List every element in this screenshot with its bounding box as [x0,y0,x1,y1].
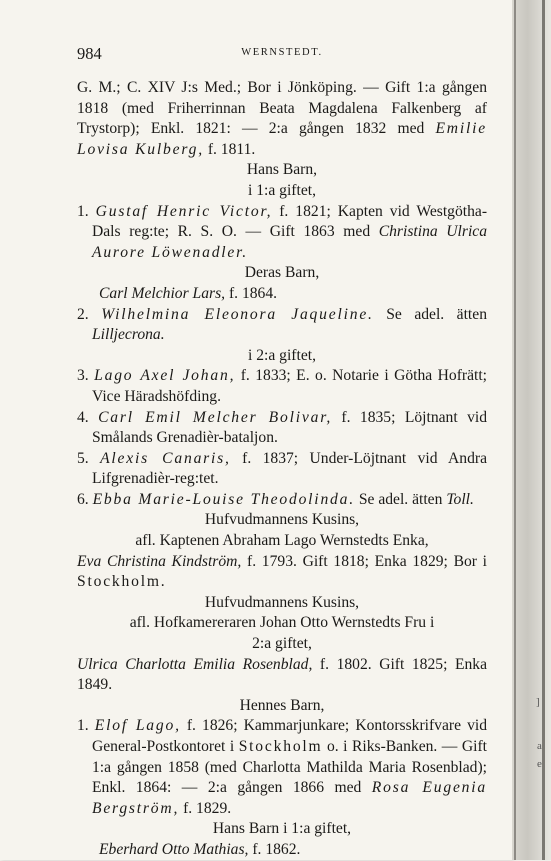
entry-paragraph: Eva Christina Kindström, f. 1793. Gift 1818; Enka 1829; Bor i Stockholm. [77,552,487,591]
page-number: 984 [77,44,102,63]
entry-paragraph: G. M.; C. XIV J:s Med.; Bor i Jönköping. — Gift 1:a gången 1818 (med Friherrinnan Beata Magdalena Falkenberg af Trystorp); Enkl. 1821: — 2:a gången 1832 med Emilie Lovisa Kulberg, f. 1811. [77,79,487,158]
adjacent-page-edge [512,0,551,860]
section-subheading: 2:a giftet, [252,635,312,653]
section-heading: Hufvudmannens Kusins, [204,593,360,611]
section-heading: Deras Barn, [244,264,320,282]
child-entry: 2. Wilhelmina Eleonora Jaqueline. Se adel. ätten Lilljecrona. [77,305,487,344]
child-entry: 1. Elof Lago, f. 1826; Kammarjunkare; Kontorsskrifvare vid General-Postkontoret i Stockholm o. i Riks-Banken. — Gift 1:a gången 1858 (med Charlotta Mathilda Maria Rosenblad); Enkl. 1864: — 2:a gången 1866 med Rosa Eugenia Bergström, f. 1829. [77,717,487,817]
section-subheading: afl. Kaptenen Abraham Lago Wernstedts Enka, [135,532,429,550]
page-header [77,44,487,66]
grandchild-entry: Carl Melchior Lars, f. 1864. [99,284,278,302]
margin-mark: ] [536,696,540,708]
section-subheading: i 2:a giftet, [248,346,316,364]
page-body [77,78,487,861]
page-edge-line [542,0,545,860]
child-entry: 4. Carl Emil Melcher Bolivar, f. 1835; Löjtnant vid Smålands Grenadièr-bataljon. [77,408,487,447]
running-head: WERNSTEDT. [241,47,323,58]
grandchild-entry: Eberhard Otto Mathias, f. 1862. [99,840,301,858]
entry-paragraph: Ulrica Charlotta Emilia Rosenblad, f. 1802. Gift 1825; Enka 1849. [77,655,487,694]
margin-mark: a [537,740,542,752]
page-edge-line [514,0,516,860]
section-heading: Hans Barn, [246,161,318,179]
section-heading: Hennes Barn, [239,696,325,714]
margin-mark: e [537,758,542,770]
section-subheading: afl. Hofkamereraren Johan Otto Wernstedts Fru i [129,614,435,632]
section-subheading: i 1:a giftet, [248,181,316,199]
child-entry: 3. Lago Axel Johan, f. 1833; E. o. Notarie i Götha Hofrätt; Vice Häradshöfding. [77,367,487,405]
section-heading: Hans Barn i 1:a giftet, [212,820,352,838]
child-entry: 5. Alexis Canaris, f. 1837; Under-Löjtnant vid Andra Lifgrenadièr-reg:tet. [77,449,488,488]
child-entry: 6. Ebba Marie-Louise Theodolinda. Se adel. ätten Toll. [77,490,474,508]
child-entry: 1. Gustaf Henric Victor, f. 1821; Kapten vid Westgötha-Dals reg:te; R. S. O. — Gift 1863 med Christina Ulrica Aurore Löwenadler. [77,202,488,261]
section-heading: Hufvudmannens Kusins, [204,511,360,529]
